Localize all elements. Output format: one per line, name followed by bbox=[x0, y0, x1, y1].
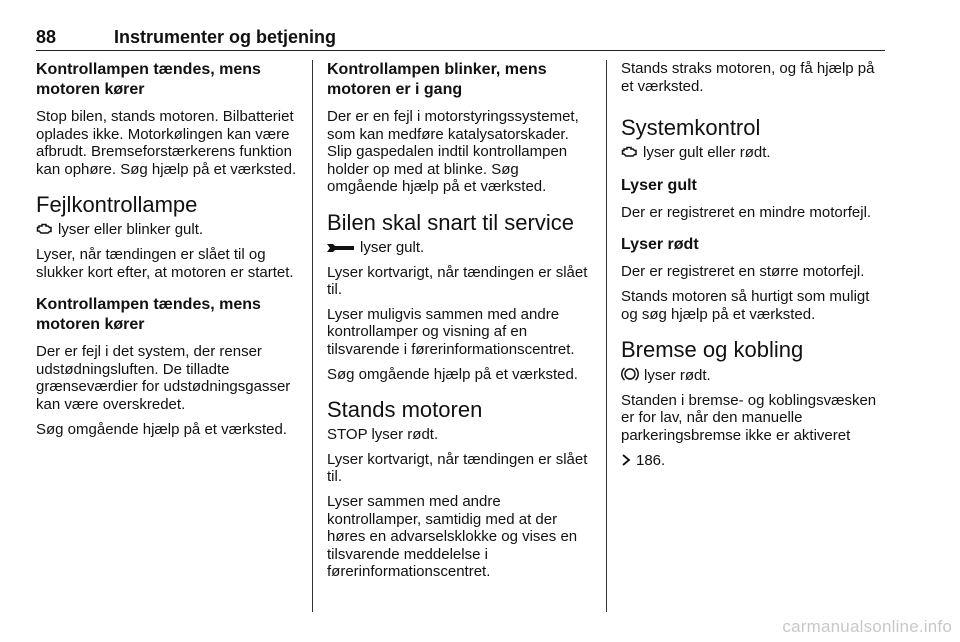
column-divider bbox=[606, 60, 607, 612]
paragraph: STOP lyser rødt. bbox=[327, 426, 439, 444]
paragraph: Søg omgående hjælp på et værksted. bbox=[327, 365, 578, 383]
section-heading: Kontrollampen blinker, mens motoren er i gang bbox=[327, 61, 547, 98]
paragraph: Der er registreret en mindre motorfejl. bbox=[621, 203, 872, 221]
paragraph bbox=[621, 144, 887, 162]
paragraph: Stands straks motoren, og få hjælp på et værksted. bbox=[621, 60, 875, 95]
section-heading: Lyser gult bbox=[621, 176, 697, 194]
paragraph-text: 186. bbox=[636, 451, 666, 469]
paragraph: Lyser kortvarigt, når tændingen er slået til. bbox=[327, 450, 588, 486]
section-title: Stands motoren bbox=[327, 397, 483, 423]
column-1 bbox=[36, 60, 300, 612]
paragraph-text: lyser gult. bbox=[360, 238, 425, 256]
brake-warning-icon bbox=[621, 366, 639, 382]
section-title: Fejlkontrollampe bbox=[36, 192, 198, 218]
section-title: Systemkontrol bbox=[621, 115, 761, 141]
paragraph: Der er fejl i det system, der renser udstødningsluften. De tilladte grænseværdier for udstødningsgasser kan være overskredet. bbox=[36, 343, 291, 413]
chapter-title: Instrumenter og betjening bbox=[114, 27, 337, 47]
paragraph: Stands motoren så hurtigt som muligt og søg hjælp på et værksted. bbox=[621, 287, 870, 323]
engine-warning-icon bbox=[36, 222, 53, 236]
column-divider bbox=[312, 60, 313, 612]
paragraph: Lyser sammen med andre kontrollamper, samtidig med at der høres en advarselsklokke og vises en tilsvarende meddelelse i førerinformationscentret. bbox=[327, 492, 578, 581]
paragraph: Lyser kortvarigt, når tændingen er slået til. bbox=[327, 263, 588, 299]
paragraph-text: lyser rødt. bbox=[644, 367, 711, 385]
section-heading: Lyser rødt bbox=[621, 236, 699, 254]
page-header bbox=[36, 18, 885, 51]
section-heading: Kontrollampen tændes, mens motoren kører bbox=[36, 296, 261, 334]
reference-arrow-icon bbox=[621, 453, 631, 467]
paragraph bbox=[327, 239, 592, 257]
section-heading: Kontrollampen tændes, mens motoren kører bbox=[36, 61, 261, 98]
page-number: 88 bbox=[36, 27, 57, 47]
paragraph: Lyser, når tændingen er slået til og slukker kort efter, at motoren er startet. bbox=[36, 245, 294, 281]
column-2 bbox=[327, 60, 592, 612]
paragraph-text: lyser gult eller rødt. bbox=[643, 144, 771, 162]
paragraph: Lyser muligvis sammen med andre kontrollamper og visning af en tilsvarende i førerinformationscentret. bbox=[327, 305, 575, 358]
wrench-service-icon bbox=[327, 242, 355, 254]
paragraph: Søg omgående hjælp på et værksted. bbox=[36, 420, 287, 438]
paragraph bbox=[621, 452, 887, 470]
paragraph bbox=[621, 366, 887, 385]
paragraph: Der er en fejl i motorstyringssystemet, som kan medføre katalysatorskader. Slip gaspedalen indtil kontrollampen holder op med at blinke. Søg omgående hjælp på et værksted. bbox=[327, 108, 579, 196]
paragraph: Stop bilen, stands motoren. Bilbatteriet oplades ikke. Motorkølingen kan være afbrudt. Bremseforstærkerens funktion kan ophøre. Søg hjælp på et værksted. bbox=[36, 108, 297, 178]
section-title: Bilen skal snart til service bbox=[327, 209, 574, 235]
section-title: Bremse og kobling bbox=[621, 337, 804, 363]
paragraph bbox=[36, 221, 300, 239]
paragraph: Der er registreret en større motorfejl. bbox=[621, 263, 865, 281]
engine-warning-icon bbox=[621, 145, 638, 159]
paragraph: Standen i bremse- og koblingsvæsken er for lav, når den manuelle parkeringsbremse ikke er aktiveret bbox=[621, 391, 877, 444]
column-3 bbox=[621, 60, 887, 612]
paragraph-text: lyser eller blinker gult. bbox=[58, 221, 204, 239]
watermark: carmanualsonline.info bbox=[782, 617, 952, 636]
